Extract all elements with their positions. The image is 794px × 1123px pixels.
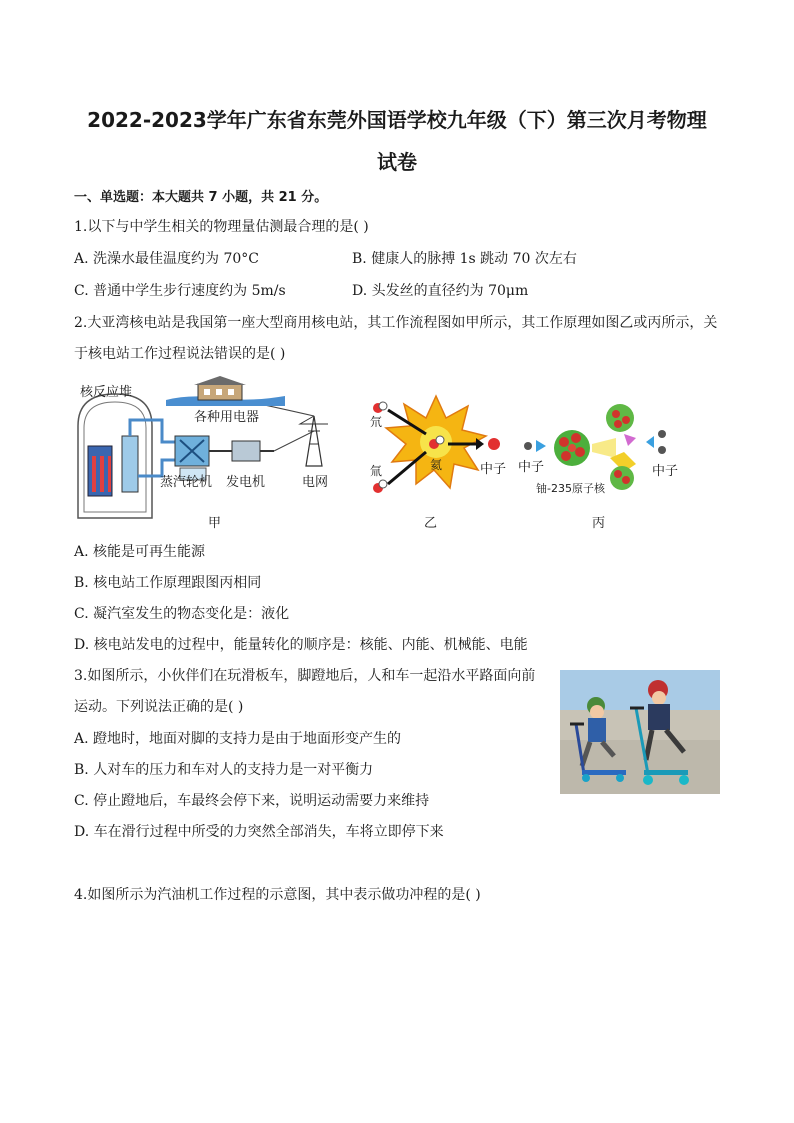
q2-option-d: D. 核电站发电的过程中，能量转化的顺序是：核能、内能、机械能、电能	[74, 637, 528, 653]
label-neutron-out: 中子	[652, 464, 679, 479]
q2-option-b: B. 核电站工作原理跟图丙相同	[74, 575, 262, 591]
label-generator: 发电机	[226, 475, 266, 490]
label-helium: 氦	[430, 458, 443, 472]
caption-bing: 丙	[592, 516, 606, 531]
label-tritium: 氚	[370, 464, 383, 478]
q1-stem: 1.以下与中学生相关的物理量估测最合理的是( )	[74, 219, 369, 235]
q2-stem-line-2: 于核电站工作过程说法错误的是( )	[74, 346, 286, 362]
figure-yi-fusion	[366, 392, 516, 504]
label-grid: 电网	[302, 475, 329, 490]
q3-option-d: D. 车在滑行过程中所受的力突然全部消失，车将立即停下来	[74, 824, 444, 840]
q1-option-c: C. 普通中学生步行速度约为 5m/s	[74, 283, 286, 299]
q2-option-c: C. 凝汽室发生的物态变化是：液化	[74, 606, 290, 622]
label-deuterium: 氘	[370, 415, 383, 429]
label-appliances: 各种用电器	[194, 410, 260, 425]
q2-option-a: A. 核能是可再生能源	[74, 544, 206, 560]
q3-stem-line-1: 3.如图所示，小伙伴们在玩滑板车，脚蹬地后，人和车一起沿水平路面向前	[74, 668, 536, 684]
q4-stem: 4.如图所示为汽油机工作过程的示意图，其中表示做功冲程的是( )	[74, 887, 481, 903]
q1-option-b: B. 健康人的脉搏 1s 跳动 70 次左右	[352, 251, 577, 267]
q1-option-d: D. 头发丝的直径约为 70μm	[352, 283, 529, 299]
q3-option-b: B. 人对车的压力和车对人的支持力是一对平衡力	[74, 762, 374, 778]
page-title-line-2: 试卷	[377, 150, 417, 174]
label-turbine: 蒸汽轮机	[160, 475, 213, 490]
label-neutron-yi: 中子	[480, 462, 507, 477]
page-title-line-1: 2022-2023学年广东省东莞外国语学校九年级（下）第三次月考物理	[87, 108, 707, 132]
caption-yi: 乙	[424, 516, 438, 531]
q2-stem-line-1: 2.大亚湾核电站是我国第一座大型商用核电站，其工作流程图如甲所示，其工作原理如图乙或丙所示，关	[74, 315, 718, 331]
q3-option-a: A. 蹬地时，地面对脚的支持力是由于地面形变产生的	[74, 731, 402, 747]
section-heading: 一、单选题：本大题共 7 小题，共 21 分。	[74, 190, 328, 205]
scooter-photo	[560, 670, 720, 794]
q1-option-a: A. 洗澡水最佳温度约为 70°C	[74, 251, 259, 267]
q3-stem-line-2: 运动。下列说法正确的是( )	[74, 699, 244, 715]
label-uranium: 铀-235原子核	[536, 482, 605, 495]
label-reactor: 核反应堆	[80, 385, 133, 400]
label-neutron-in: 中子	[518, 460, 545, 475]
q3-option-c: C. 停止蹬地后，车最终会停下来，说明运动需要力来维持	[74, 793, 430, 809]
caption-jia: 甲	[208, 516, 222, 531]
